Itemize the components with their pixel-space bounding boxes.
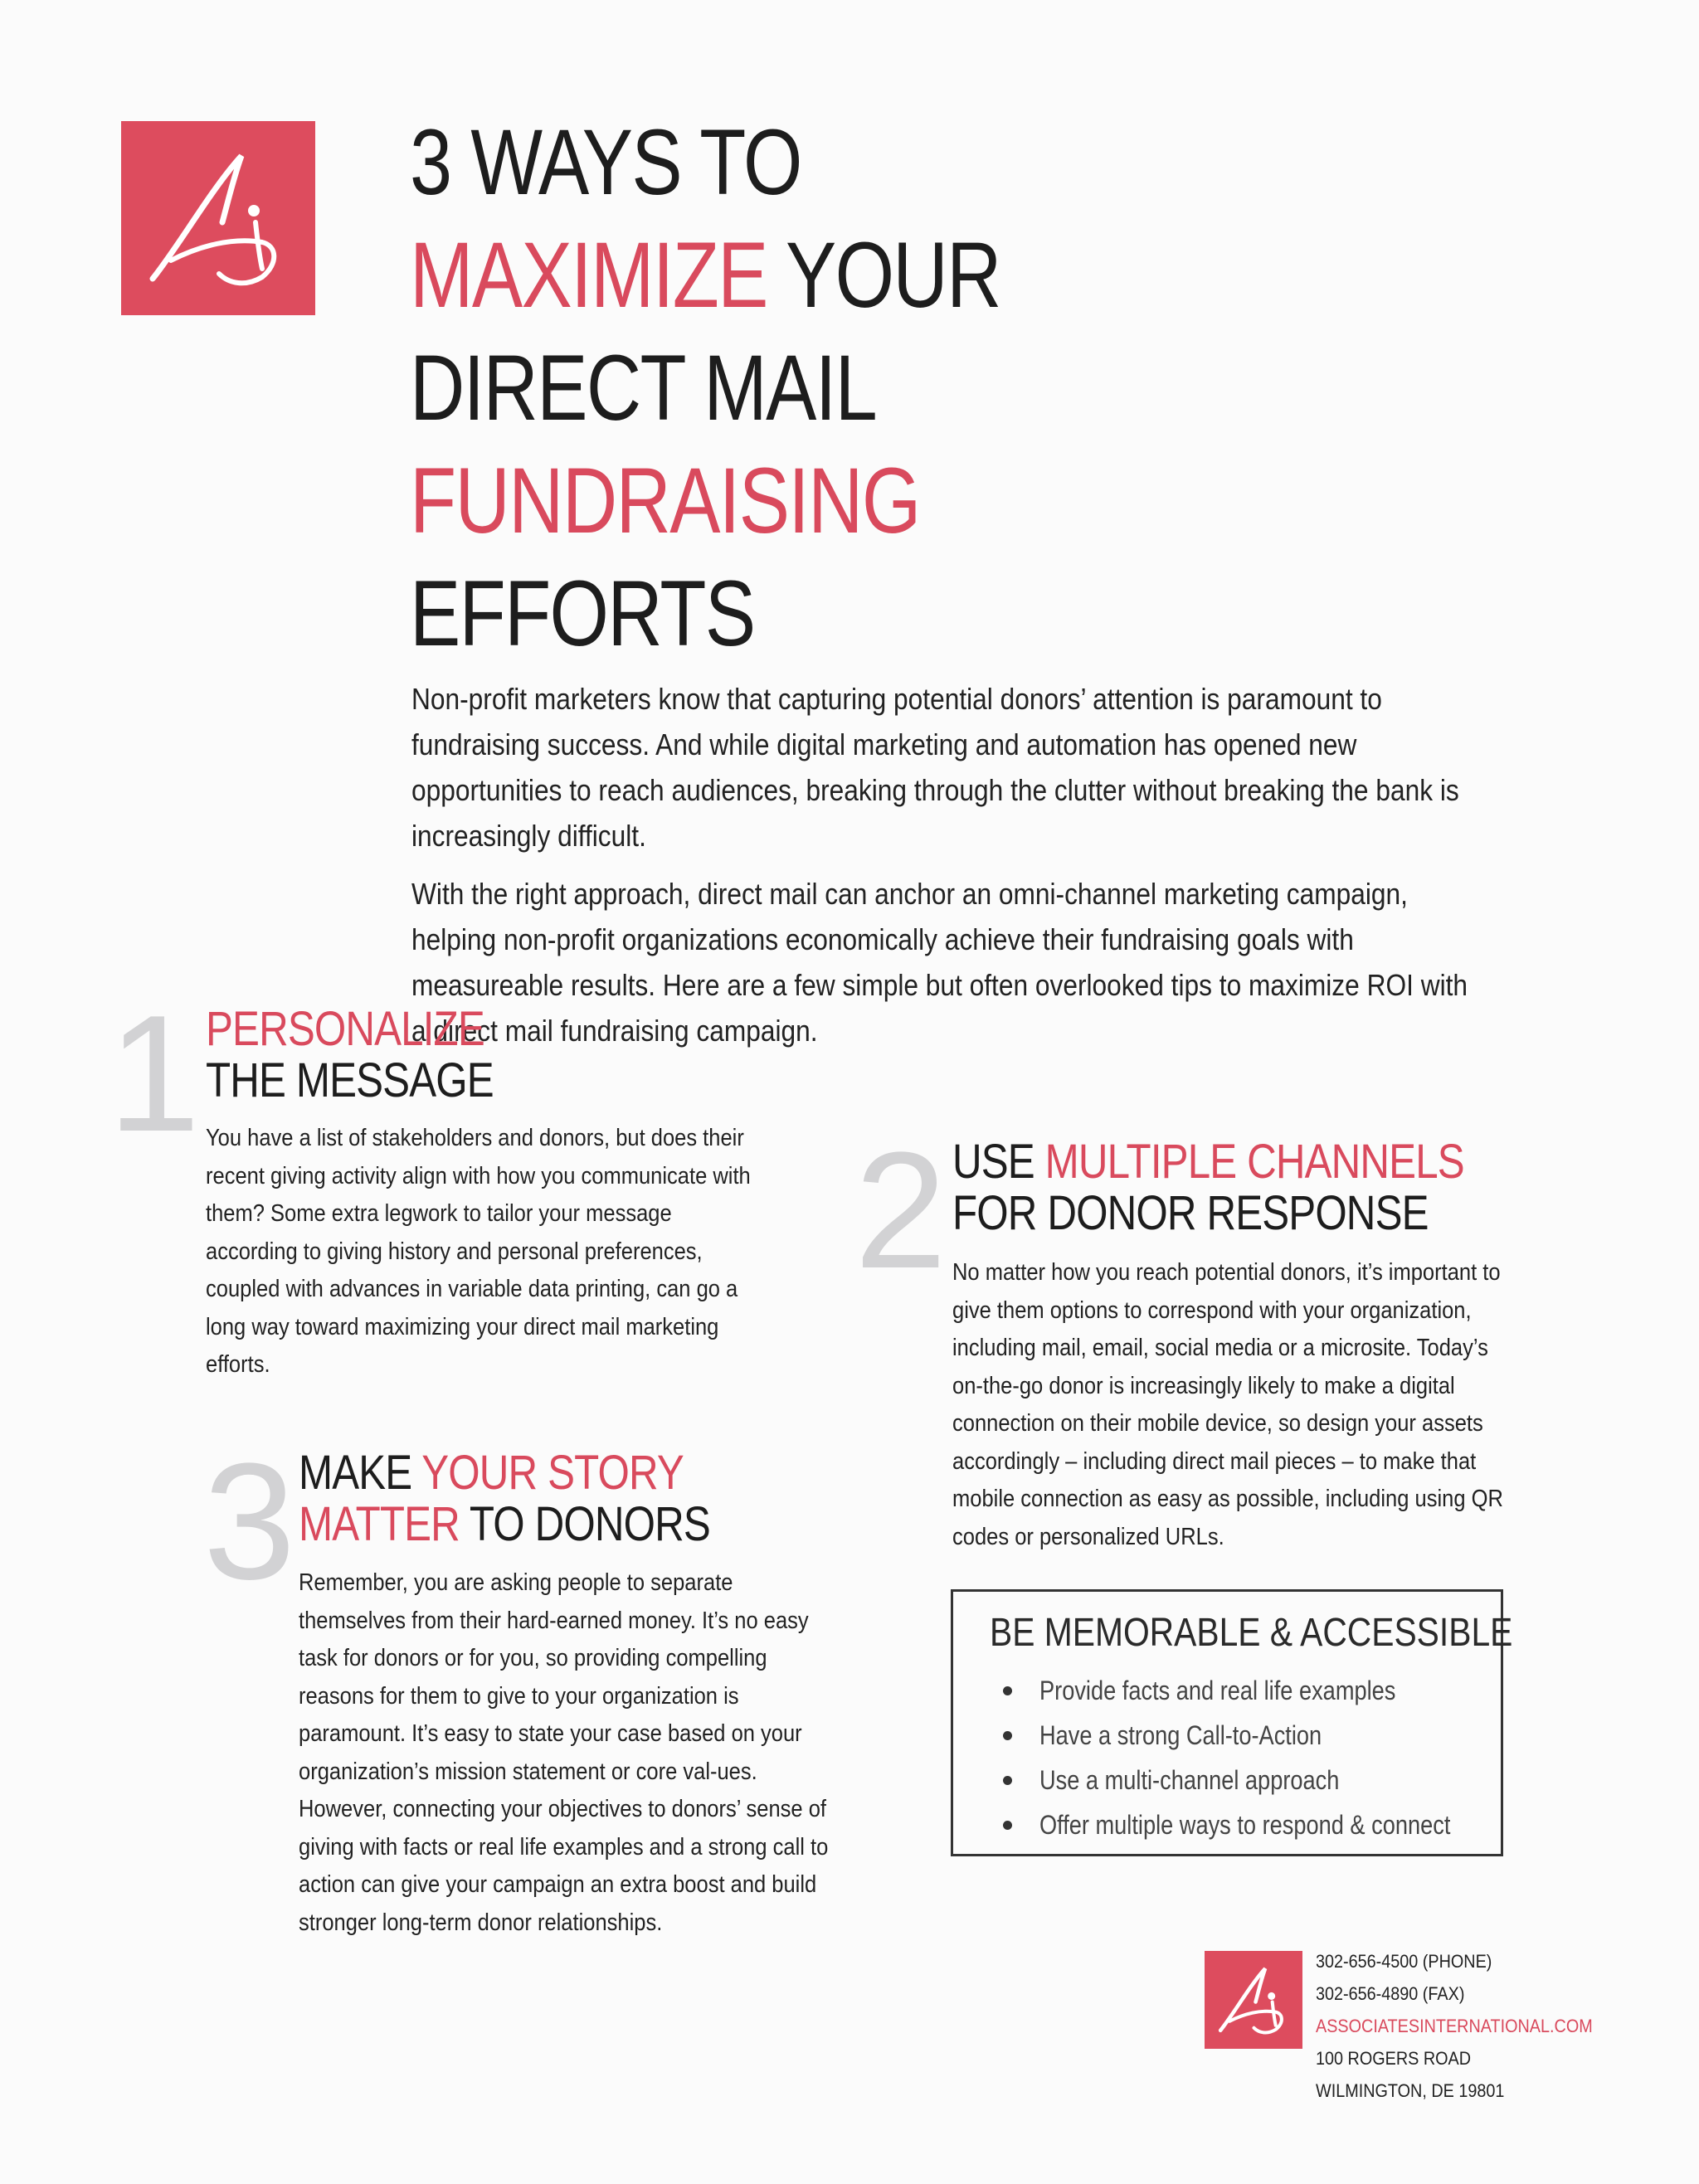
list-item-text: Have a strong Call-to-Action (1039, 1720, 1322, 1750)
section-2-body: No matter how you reach potential donors, it’s important to give them options to correspond with your organization, including mail, email, social media or a microsite. Today’s on-the-go donor is increasingly likely to make a digital connection on their mobile device, so design your assets accordingly – including direct mail pieces – to make that mobile connection as easy as possible, including using QR codes or personalized URLs. (952, 1259, 1503, 1550)
section-2-heading-line2: FOR DONOR RESPONSE (952, 1186, 1429, 1240)
footer-logo (1205, 1951, 1302, 2049)
section-1-heading-line2: THE MESSAGE (206, 1053, 494, 1107)
memorable-title: BE MEMORABLE & ACCESSIBLE (990, 1611, 1513, 1655)
contact-address-2: WILMINGTON, DE 19801 (1316, 2080, 1505, 2101)
section-1-heading-accent: PERSONALIZE (206, 1002, 484, 1056)
section-3-number: 3 (203, 1429, 296, 1614)
memorable-box (951, 1589, 1513, 1856)
associates-international-logo-icon (1205, 1951, 1302, 2049)
title-accent-maximize: MAXIMIZE (410, 223, 767, 327)
list-item (990, 1668, 1523, 1713)
section-3-heading (299, 1447, 710, 1550)
bullet-icon (1003, 1731, 1012, 1740)
list-item (990, 1713, 1523, 1758)
section-3-heading-accent-2: MATTER (299, 1497, 460, 1551)
section-3-heading-accent: YOUR STORY (421, 1446, 684, 1500)
section-2-heading-pre: USE (952, 1135, 1045, 1189)
section-2-heading-accent: MULTIPLE CHANNELS (1044, 1135, 1464, 1189)
title-line-2 (410, 219, 1226, 332)
website-link[interactable]: ASSOCIATESINTERNATIONAL.COM (1316, 2016, 1593, 2036)
list-item (990, 1802, 1523, 1847)
list-item (990, 1758, 1523, 1802)
contact-info (1316, 1945, 1593, 2107)
section-3-heading-rest: TO DONORS (459, 1497, 710, 1551)
intro-paragraph-2: With the right approach, direct mail can anchor an omni-channel marketing campaign, helping non-profit organizations economically achieve their fundraising goals with measureable results. Here are a few simple but often overlooked tips to maximize ROI with a direct mail fundraising campaign. (411, 877, 1468, 1048)
company-logo (121, 121, 315, 315)
section-3-body: Remember, you are asking people to separate themselves from their hard-earned money. It’s no easy task for donors or for you, so providing compelling reasons for them to give to your organization is paramount. It’s easy to state your case based on your organization’s mission statement or core val-ues. However, connecting your objectives to donors’ sense of giving with facts or real life examples and a strong call to action can give your campaign an extra boost and build stronger long-term donor relationships. (299, 1569, 829, 1936)
section-2-heading (952, 1136, 1464, 1239)
intro-paragraph-1: Non-profit marketers know that capturing potential donors’ attention is paramount to fundraising success. And while digital marketing and automation has opened new opportunities to reach audiences, breaking through the clutter without breaking the bank is increasingly difficult. (411, 682, 1459, 853)
list-item-text: Offer multiple ways to respond & connect (1039, 1810, 1451, 1840)
section-3-heading-pre: MAKE (299, 1446, 422, 1500)
intro-text (411, 676, 1477, 1066)
contact-fax: 302-656-4890 (FAX) (1316, 1983, 1465, 2004)
title-line-4: FUNDRAISING (410, 449, 920, 552)
memorable-list (990, 1668, 1523, 1847)
contact-phone: 302-656-4500 (PHONE) (1316, 1951, 1492, 1972)
section-2-number: 2 (854, 1118, 947, 1303)
section-1-body: You have a list of stakeholders and donors, but does their recent giving activity align with how you communicate with them? Some extra legwork to tailor your message according to giving history and personal preferences, coupled with advances in variable data printing, can go a long way toward maximizing your direct mail marketing efforts. (206, 1125, 751, 1378)
contact-address-1: 100 ROGERS ROAD (1316, 2048, 1472, 2069)
associates-international-logo-icon (121, 121, 315, 315)
page-title (410, 106, 1226, 670)
list-item-text: Provide facts and real life examples (1039, 1676, 1396, 1705)
list-item-text: Use a multi-channel approach (1039, 1765, 1340, 1795)
section-1-number: 1 (108, 981, 201, 1166)
title-line-1: 3 WAYS TO (410, 110, 801, 214)
bullet-icon (1003, 1686, 1012, 1695)
title-your: YOUR (767, 223, 1000, 327)
bullet-icon (1003, 1776, 1012, 1785)
title-line-3: DIRECT MAIL (410, 336, 877, 440)
title-line-5: EFFORTS (410, 562, 755, 665)
bullet-icon (1003, 1821, 1012, 1830)
section-1-heading (206, 1004, 494, 1107)
